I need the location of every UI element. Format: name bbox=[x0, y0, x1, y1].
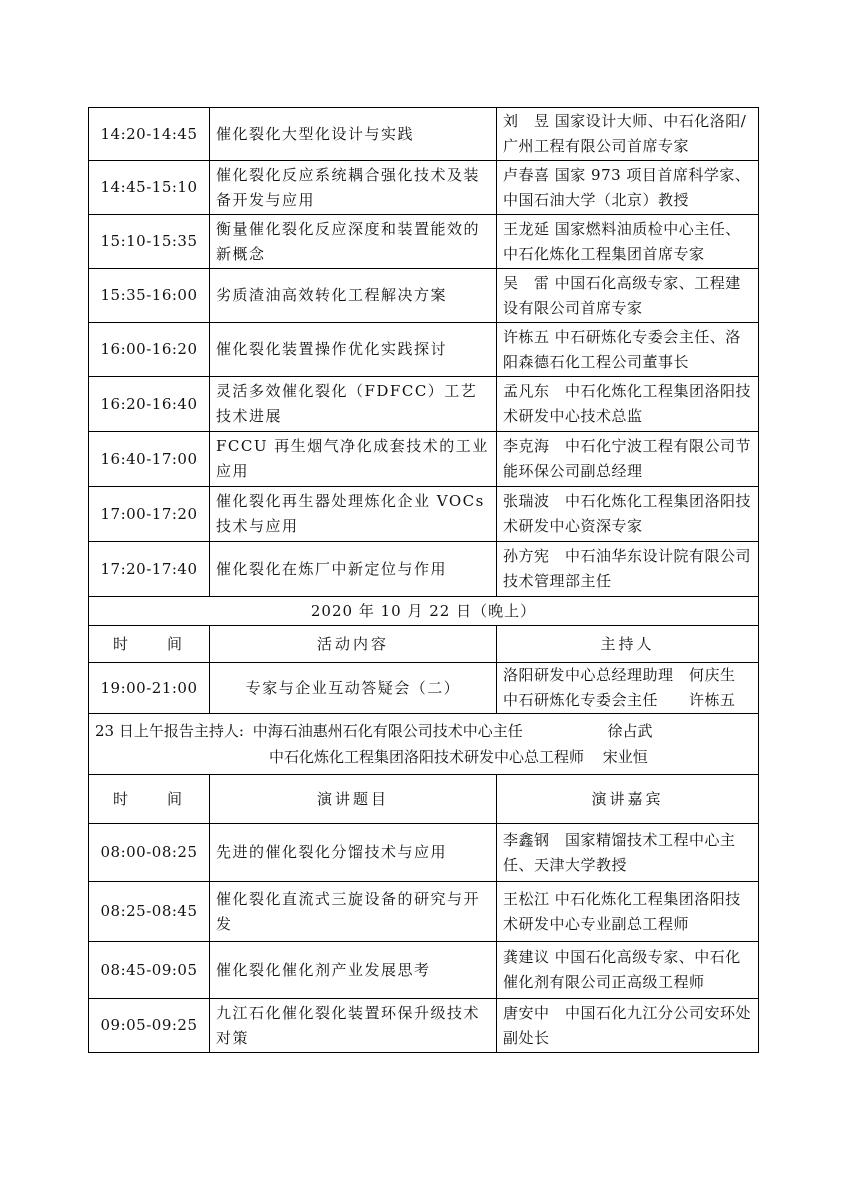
table-row bbox=[89, 882, 759, 942]
session-speaker: 唐安中 中国石化九江分公司安环处副处长 bbox=[497, 999, 759, 1053]
morning-hosts bbox=[89, 714, 759, 775]
session-speaker: 许栋五 中石研炼化专委会主任、洛阳森德石化工程公司董事长 bbox=[497, 323, 759, 377]
session-topic: 催化裂化反应系统耦合强化技术及装备开发与应用 bbox=[210, 161, 497, 215]
table-row bbox=[89, 215, 759, 269]
table-row bbox=[89, 161, 759, 215]
header-content: 活动内容 bbox=[210, 626, 497, 663]
host-name: 宋业恒 bbox=[602, 748, 648, 766]
header-time: 时 间 bbox=[89, 775, 210, 824]
session-time: 17:20-17:40 bbox=[89, 542, 210, 597]
host-line: 中石研炼化专委会主任 许栋五 bbox=[503, 691, 736, 709]
session-speaker: 张瑞波 中石化炼化工程集团洛阳技术研发中心资深专家 bbox=[497, 487, 759, 542]
table-row bbox=[89, 487, 759, 542]
schedule-table bbox=[88, 107, 759, 1053]
activity-content: 专家与企业互动答疑会（二） bbox=[210, 663, 497, 714]
session-speaker: 王龙延 国家燃料油质检中心主任、中石化炼化工程集团首席专家 bbox=[497, 215, 759, 269]
header-topic: 演讲题目 bbox=[210, 775, 497, 824]
session-topic: 先进的催化裂化分馏技术与应用 bbox=[210, 824, 497, 882]
evening-date: 2020 年 10 月 22 日（晚上） bbox=[89, 597, 759, 626]
session-time: 09:05-09:25 bbox=[89, 999, 210, 1053]
table-row bbox=[89, 432, 759, 487]
session-time: 08:25-08:45 bbox=[89, 882, 210, 942]
session-topic: 催化裂化大型化设计与实践 bbox=[210, 108, 497, 161]
hosts-row bbox=[89, 714, 759, 775]
table-row bbox=[89, 942, 759, 999]
header-speaker: 演讲嘉宾 bbox=[497, 775, 759, 824]
session-speaker: 王松江 中石化炼化工程集团洛阳技术研发中心专业副总工程师 bbox=[497, 882, 759, 942]
session-speaker: 李克海 中石化宁波工程有限公司节能环保公司副总经理 bbox=[497, 432, 759, 487]
host-line-2 bbox=[95, 744, 752, 770]
host-line-1 bbox=[95, 718, 752, 744]
host-org: 中石化炼化工程集团洛阳技术研发中心总工程师 bbox=[269, 748, 585, 766]
session-topic: FCCU 再生烟气净化成套技术的工业应用 bbox=[210, 432, 497, 487]
table-row bbox=[89, 323, 759, 377]
session-topic: 催化裂化再生器处理炼化企业 VOCs 技术与应用 bbox=[210, 487, 497, 542]
table-row bbox=[89, 108, 759, 161]
session-time: 16:00-16:20 bbox=[89, 323, 210, 377]
session-time: 15:10-15:35 bbox=[89, 215, 210, 269]
table-row bbox=[89, 377, 759, 432]
session-topic: 劣质渣油高效转化工程解决方案 bbox=[210, 269, 497, 323]
session-speaker: 孙方宪 中石油华东设计院有限公司 技术管理部主任 bbox=[497, 542, 759, 597]
session-speaker: 刘 昱 国家设计大师、中石化洛阳/广州工程有限公司首席专家 bbox=[497, 108, 759, 161]
session-topic: 催化裂化在炼厂中新定位与作用 bbox=[210, 542, 497, 597]
header-row bbox=[89, 626, 759, 663]
table-row bbox=[89, 999, 759, 1053]
session-time: 17:00-17:20 bbox=[89, 487, 210, 542]
session-speaker: 孟凡东 中石化炼化工程集团洛阳技术研发中心技术总监 bbox=[497, 377, 759, 432]
session-time: 14:20-14:45 bbox=[89, 108, 210, 161]
session-topic: 九江石化催化裂化装置环保升级技术对策 bbox=[210, 999, 497, 1053]
activity-time: 19:00-21:00 bbox=[89, 663, 210, 714]
session-topic: 催化裂化催化剂产业发展思考 bbox=[210, 942, 497, 999]
hosts-label: 23 日上午报告主持人: bbox=[95, 722, 244, 740]
session-time: 16:20-16:40 bbox=[89, 377, 210, 432]
table-row bbox=[89, 824, 759, 882]
session-topic: 催化裂化装置操作优化实践探讨 bbox=[210, 323, 497, 377]
session-speaker: 李鑫钢 国家精馏技术工程中心主任、天津大学教授 bbox=[497, 824, 759, 882]
host-line: 洛阳研发中心总经理助理 何庆生 bbox=[503, 666, 736, 684]
session-time: 16:40-17:00 bbox=[89, 432, 210, 487]
activity-host bbox=[497, 663, 759, 714]
table-row bbox=[89, 542, 759, 597]
session-topic: 衡量催化裂化反应深度和装置能效的新概念 bbox=[210, 215, 497, 269]
session-speaker: 吴 雷 中国石化高级专家、工程建设有限公司首席专家 bbox=[497, 269, 759, 323]
session-time: 08:45-09:05 bbox=[89, 942, 210, 999]
session-time: 15:35-16:00 bbox=[89, 269, 210, 323]
schedule-page bbox=[88, 107, 758, 1053]
session-topic: 催化裂化直流式三旋设备的研究与开发 bbox=[210, 882, 497, 942]
header-time: 时 间 bbox=[89, 626, 210, 663]
session-topic: 灵活多效催化裂化（FDFCC）工艺技术进展 bbox=[210, 377, 497, 432]
session-time: 08:00-08:25 bbox=[89, 824, 210, 882]
table-row bbox=[89, 663, 759, 714]
host-name: 徐占武 bbox=[607, 722, 653, 740]
header-row bbox=[89, 775, 759, 824]
session-speaker: 龚建议 中国石化高级专家、中石化催化剂有限公司正高级工程师 bbox=[497, 942, 759, 999]
session-time: 14:45-15:10 bbox=[89, 161, 210, 215]
session-speaker: 卢春喜 国家 973 项目首席科学家、 中国石油大学（北京）教授 bbox=[497, 161, 759, 215]
header-host: 主持人 bbox=[497, 626, 759, 663]
date-row bbox=[89, 597, 759, 626]
table-row bbox=[89, 269, 759, 323]
host-org: 中海石油惠州石化有限公司技术中心主任 bbox=[252, 722, 523, 740]
